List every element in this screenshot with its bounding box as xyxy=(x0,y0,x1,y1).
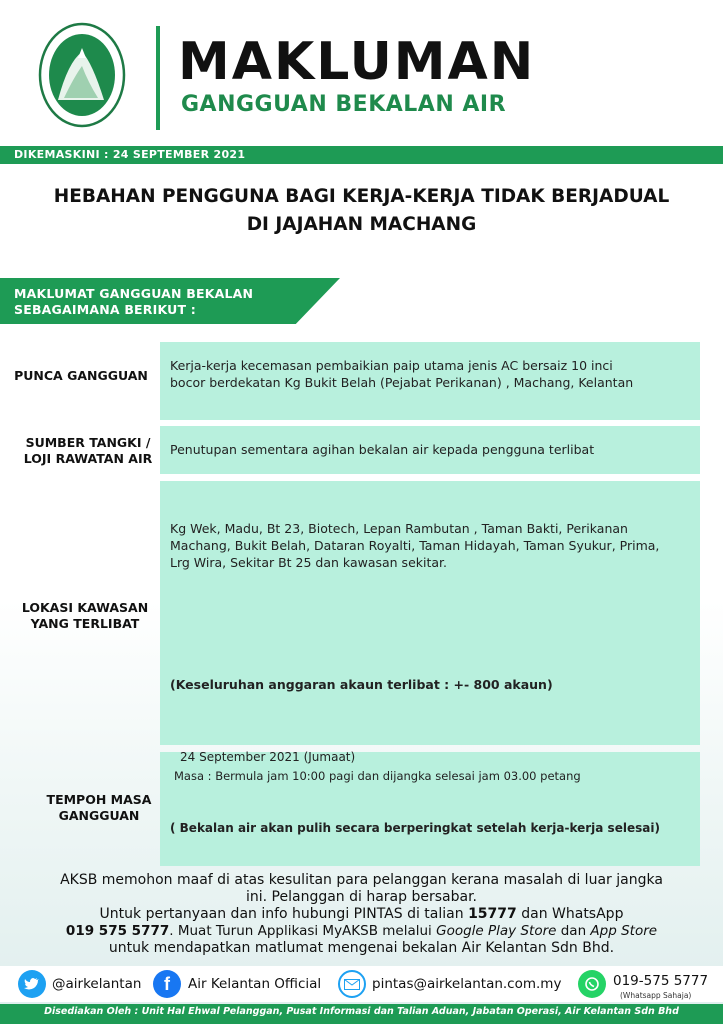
page-title: MAKLUMAN xyxy=(178,32,536,92)
whatsapp-icon xyxy=(578,970,606,998)
label-tempoh-line-1: TEMPOH MASA xyxy=(46,792,152,807)
text-punca xyxy=(170,357,695,391)
updated-date: DIKEMASKINI : 24 SEPTEMBER 2021 xyxy=(14,148,246,161)
apology-line-1: AKSB memohon maaf di atas kesulitan para pelanggan kerana masalah di luar jangka xyxy=(60,872,663,888)
whatsapp-number-footer[interactable]: 019-575 5777 xyxy=(613,973,709,989)
contact-prefix: Untuk pertanyaan dan info hubungi PINTAS di talian xyxy=(99,906,469,922)
credits-text: Disediakan Oleh : Unit Hal Ehwal Pelanggan, Pusat Informasi dan Talian Aduan, Jabatan Operasi, Air Kelantan Sdn Bhd xyxy=(44,1006,679,1017)
apology-line-2: ini. Pelanggan di harap bersabar. xyxy=(246,889,477,905)
twitter-icon xyxy=(18,970,46,998)
contact-suffix: dan WhatsApp xyxy=(516,906,624,922)
whatsapp-number: 019 575 5777 xyxy=(65,923,170,939)
lokasi-line-3: Lrg Wira, Sekitar Bt 25 dan kawasan sekitar. xyxy=(170,555,447,570)
punca-line-1: Kerja-kerja kecemasan pembaikian paip utama jenis AC bersaiz 10 inci xyxy=(170,358,613,373)
tempoh-date: 24 September 2021 (Jumaat) xyxy=(180,750,356,764)
whatsapp-note: (Whatsapp Sahaja) xyxy=(620,991,692,1000)
notice-headline xyxy=(0,183,723,239)
text-sumber: Penutupan sementara agihan bekalan air kepada pengguna terlibat xyxy=(170,442,595,457)
app-line xyxy=(0,923,723,940)
headline-line-1: HEBAHAN PENGGUNA BAGI KERJA-KERJA TIDAK BERJADUAL xyxy=(53,186,670,207)
section-tab-line-1: MAKLUMAT GANGGUAN BEKALAN xyxy=(14,286,254,301)
section-tab-text xyxy=(14,286,253,318)
lokasi-line-1: Kg Wek, Madu, Bt 23, Biotech, Lepan Rambutan , Taman Bakti, Perikanan xyxy=(170,521,628,536)
label-lokasi xyxy=(10,600,160,632)
label-tempoh xyxy=(24,792,174,824)
section-tab-line-2: SEBAGAIMANA BERIKUT : xyxy=(14,302,196,317)
twitter-handle[interactable]: @airkelantan xyxy=(52,976,142,992)
google-play-label: Google Play Store xyxy=(436,923,557,939)
app-prefix: . Muat Turun Applikasi MyAKSB melalui xyxy=(169,923,437,939)
app-store-label: App Store xyxy=(590,923,658,939)
app-line-2: untuk mendapatkan matlumat mengenai bekalan Air Kelantan Sdn Bhd. xyxy=(108,940,615,956)
air-kelantan-logo xyxy=(38,22,126,128)
facebook-icon: f xyxy=(153,970,181,998)
tempoh-time: Masa : Bermula jam 10:00 pagi dan dijangka selesai jam 03.00 petang xyxy=(174,769,581,783)
label-sumber xyxy=(4,435,172,467)
lokasi-line-2: Machang, Bukit Belah, Dataran Royalti, Taman Hidayah, Taman Syukur, Prima, xyxy=(170,538,660,553)
facebook-page[interactable]: Air Kelantan Official xyxy=(188,976,322,992)
label-punca: PUNCA GANGGUAN xyxy=(14,368,148,383)
header-divider xyxy=(156,26,160,130)
email-address[interactable]: pintas@airkelantan.com.my xyxy=(372,976,562,992)
tempoh-note: ( Bekalan air akan pulih secara berperingkat setelah kerja-kerja selesai) xyxy=(170,821,660,835)
text-lokasi xyxy=(170,520,698,571)
label-tempoh-line-2: GANGGUAN xyxy=(58,808,140,823)
label-lokasi-line-1: LOKASI KAWASAN xyxy=(21,600,149,615)
app-mid: dan xyxy=(556,923,591,939)
pintas-number: 15777 xyxy=(468,906,517,922)
punca-line-2: bocor berdekatan Kg Bukit Belah (Pejabat Perikanan) , Machang, Kelantan xyxy=(170,375,634,390)
label-lokasi-line-2: YANG TERLIBAT xyxy=(30,616,140,631)
accounts-affected: (Keseluruhan anggaran akaun terlibat : +- 800 akaun) xyxy=(170,677,553,692)
email-icon xyxy=(338,970,366,998)
page-subtitle: GANGGUAN BEKALAN AIR xyxy=(181,92,507,117)
contact-line xyxy=(0,906,723,923)
label-sumber-line-2: LOJI RAWATAN AIR xyxy=(23,451,153,466)
headline-line-2: DI JAJAHAN MACHANG xyxy=(246,214,477,235)
label-sumber-line-1: SUMBER TANGKI / xyxy=(25,435,151,450)
